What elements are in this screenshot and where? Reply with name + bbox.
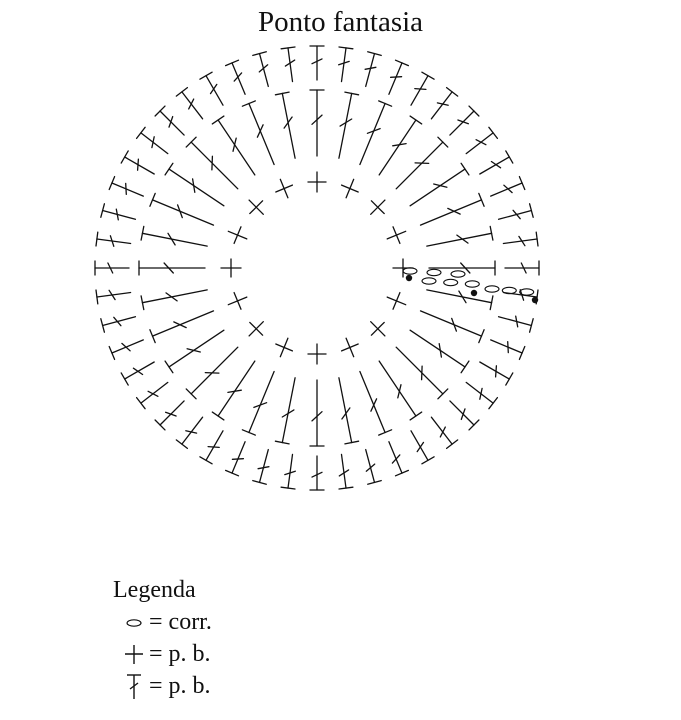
legend-item-double-crochet [113,670,212,702]
double-crochet-tall-stitch-icon [427,226,493,246]
legend [113,574,212,702]
slip-stitch-dot-icon [532,297,538,303]
double-crochet-tall-stitch-icon [466,127,497,153]
double-crochet-tall-stitch-icon [360,372,392,436]
double-crochet-tall-stitch-icon [226,60,246,94]
double-crochet-tall-stitch-icon [176,417,202,448]
single-crochet-cross-icon [249,200,263,214]
double-crochet-tall-stitch-icon [123,672,145,700]
double-crochet-tall-stitch-icon [95,261,129,275]
double-crochet-tall-stitch-icon [281,47,295,82]
double-crochet-tall-stitch-icon [389,60,409,94]
single-crochet-cross-icon [371,200,385,214]
double-crochet-tall-stitch-icon [431,88,457,119]
slip-stitch-dot-icon [471,290,477,296]
double-crochet-tall-stitch-icon [339,378,359,444]
double-crochet-tall-stitch-icon [339,47,353,82]
single-crochet-cross-icon [228,293,247,310]
double-crochet-tall-stitch-icon [491,177,525,197]
chart-title: Ponto fantasia [257,6,424,38]
double-crochet-tall-stitch-icon [411,431,434,464]
double-crochet-tall-stitch-icon [109,340,143,360]
double-crochet-tall-stitch-icon [165,163,224,206]
double-crochet-tall-stitch-icon [466,382,497,408]
double-crochet-tall-stitch-icon [137,382,168,408]
double-crochet-tall-stitch-icon [141,290,207,310]
legend-item-chain-text: = corr. [149,609,212,635]
double-crochet-tall-stitch-icon [139,261,205,275]
chain-oval-icon [444,279,458,285]
chain-oval-icon [520,289,534,295]
single-crochet-cross-icon [342,179,359,198]
double-crochet-tall-stitch-icon [101,204,136,220]
double-crochet-tall-stitch-icon [505,261,539,275]
double-crochet-tall-stitch-icon [281,454,295,489]
single-crochet-cross-icon [387,293,406,310]
single-crochet-cross-icon [249,322,263,336]
double-crochet-tall-stitch-icon [109,177,143,197]
double-crochet-tall-stitch-icon [360,101,392,165]
double-crochet-tall-stitch-icon [96,232,131,246]
legend-item-single-crochet [113,638,212,670]
double-crochet-tall-stitch-icon [176,88,202,119]
double-crochet-tall-stitch-icon [242,101,274,165]
double-crochet-tall-stitch-icon [310,380,324,446]
chain-oval-icon [465,281,479,287]
double-crochet-tall-stitch-icon [150,311,214,343]
double-crochet-tall-stitch-icon [491,340,525,360]
double-crochet-tall-stitch-icon [186,347,238,399]
double-crochet-tall-stitch-icon [275,378,295,444]
chain-oval-icon [427,269,441,275]
double-crochet-tall-stitch-icon [96,290,131,304]
legend-heading: Legenda [113,577,196,603]
chain-oval-icon [403,268,417,274]
single-crochet-cross-icon [371,322,385,336]
double-crochet-tall-stitch-icon [275,92,295,158]
double-crochet-tall-stitch-icon [121,151,154,174]
single-crochet-cross-icon [123,640,145,668]
double-crochet-tall-stitch-icon [503,232,538,246]
double-crochet-tall-stitch-icon [310,90,324,156]
double-crochet-tall-stitch-icon [450,106,479,135]
double-crochet-tall-stitch-icon [450,401,479,430]
double-crochet-tall-stitch-icon [339,454,353,489]
legend-item-double-crochet-text: = p. b. [149,673,211,699]
double-crochet-tall-stitch-icon [121,362,154,385]
single-crochet-cross-icon [276,179,293,198]
double-crochet-tall-stitch-icon [379,116,422,175]
double-crochet-tall-stitch-icon [339,92,359,158]
stitch-layer [95,46,539,490]
double-crochet-tall-stitch-icon [200,72,223,105]
legend-item-single-crochet-text: = p. b. [149,641,211,667]
single-crochet-cross-icon [387,227,406,244]
double-crochet-tall-stitch-icon [253,52,268,87]
single-crochet-cross-icon [308,344,326,364]
slip-stitch-dot-icon [406,275,412,281]
double-crochet-tall-stitch-icon [242,372,274,436]
chain-oval-icon [123,608,145,636]
single-crochet-cross-icon [308,172,326,192]
double-crochet-tall-stitch-icon [212,361,255,420]
double-crochet-tall-stitch-icon [427,290,493,310]
legend-item-chain [113,606,212,638]
double-crochet-tall-stitch-icon [396,137,448,189]
double-crochet-tall-stitch-icon [141,226,207,246]
double-crochet-tall-stitch-icon [150,193,214,225]
double-crochet-tall-stitch-icon [410,163,469,206]
double-crochet-tall-stitch-icon [480,362,513,385]
single-crochet-cross-icon [276,338,293,357]
double-crochet-tall-stitch-icon [396,347,448,399]
double-crochet-tall-stitch-icon [212,116,255,175]
single-crochet-cross-icon [342,338,359,357]
double-crochet-tall-stitch-icon [421,193,485,225]
double-crochet-tall-stitch-icon [101,317,136,333]
double-crochet-tall-stitch-icon [431,417,457,448]
double-crochet-tall-stitch-icon [226,442,246,476]
chain-oval-icon [451,271,465,277]
double-crochet-tall-stitch-icon [155,106,184,135]
double-crochet-tall-stitch-icon [366,450,382,485]
single-crochet-cross-icon [221,259,241,277]
double-crochet-tall-stitch-icon [253,450,269,485]
double-crochet-tall-stitch-icon [365,52,381,87]
double-crochet-tall-stitch-icon [200,431,223,464]
double-crochet-tall-stitch-icon [310,456,324,490]
double-crochet-tall-stitch-icon [429,261,495,275]
double-crochet-tall-stitch-icon [155,401,184,430]
double-crochet-tall-stitch-icon [137,127,168,153]
double-crochet-tall-stitch-icon [389,442,409,476]
double-crochet-tall-stitch-icon [499,316,534,332]
single-crochet-cross-icon [228,227,247,244]
double-crochet-tall-stitch-icon [165,330,224,373]
chain-oval-icon [422,278,436,284]
double-crochet-tall-stitch-icon [411,72,434,105]
double-crochet-tall-stitch-icon [421,311,485,343]
chain-oval-icon [485,286,499,292]
double-crochet-tall-stitch-icon [186,137,238,189]
double-crochet-tall-stitch-icon [310,46,324,80]
double-crochet-tall-stitch-icon [379,361,422,420]
double-crochet-tall-stitch-icon [480,151,513,174]
double-crochet-tall-stitch-icon [410,330,469,373]
double-crochet-tall-stitch-icon [499,204,534,220]
